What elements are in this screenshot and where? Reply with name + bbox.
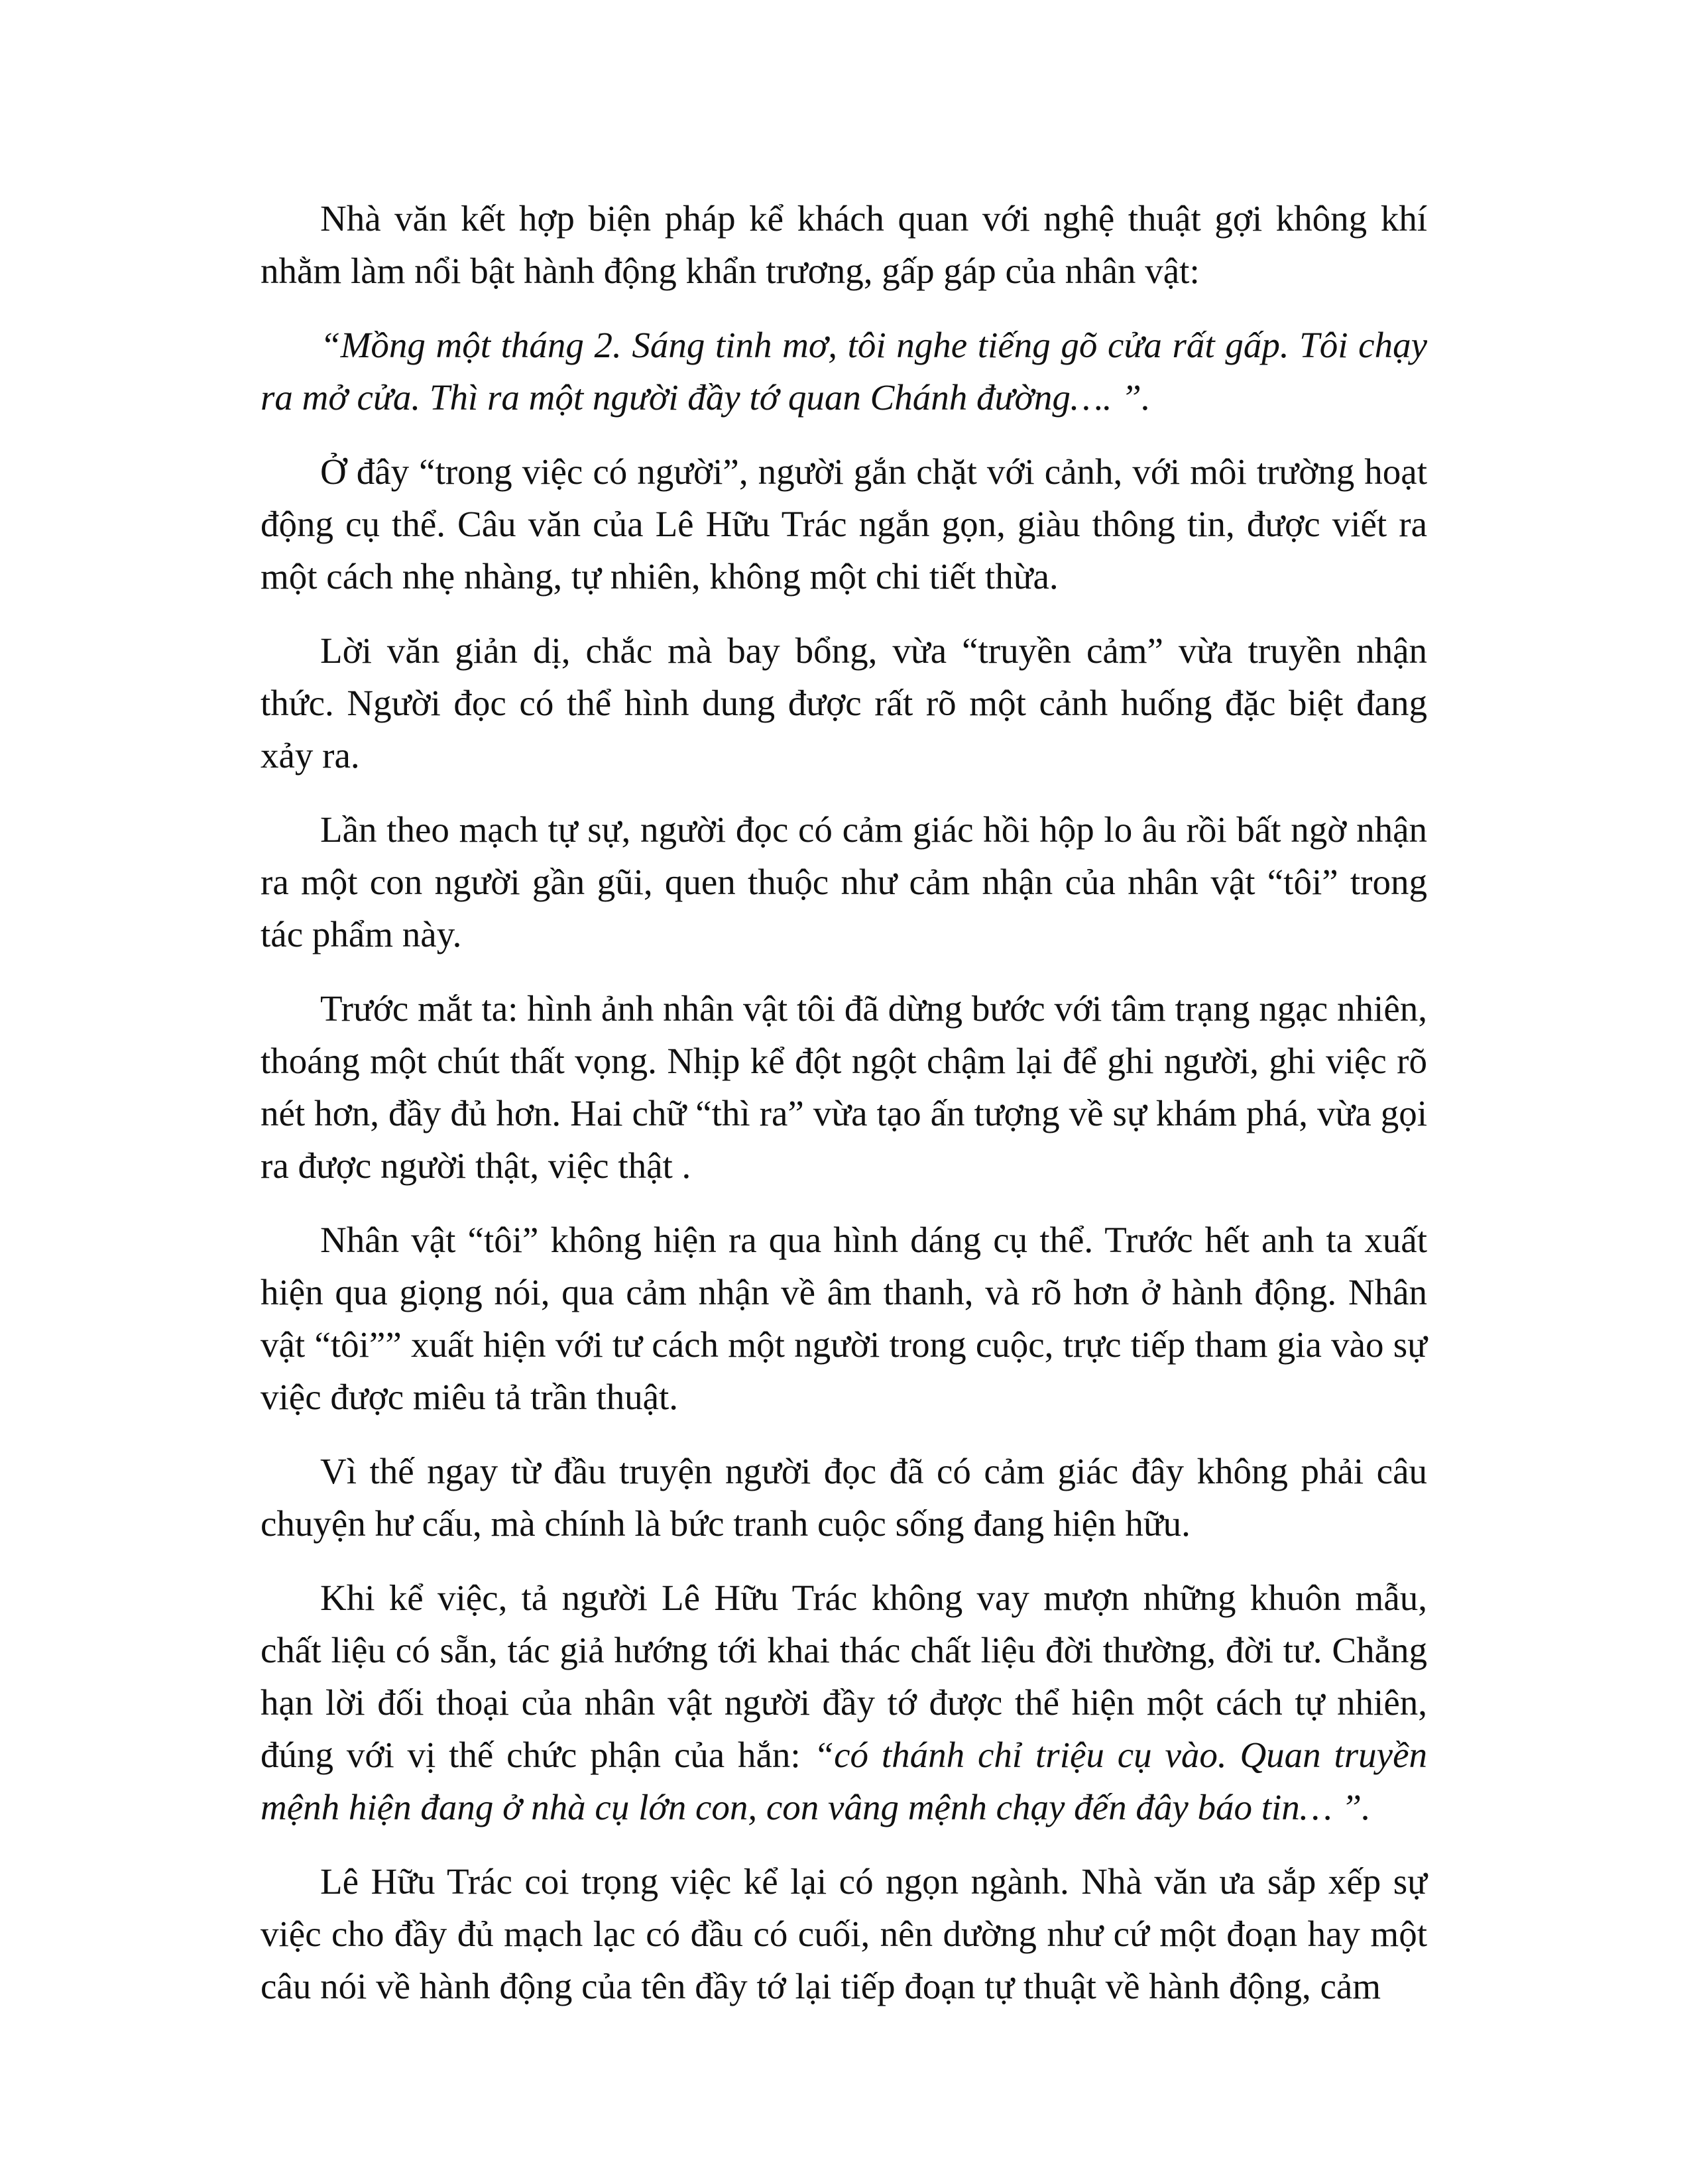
paragraph-7: Nhân vật “tôi” không hiện ra qua hình dáng cụ thể. Trước hết anh ta xuất hiện qua giọng nói, qua cảm nhận về âm thanh, và rõ hơn ở hành động. Nhân vật “tôi”” xuất hiện với tư cách một người trong cuộc, trực tiếp tham gia vào sự việc được miêu tả trần thuật. xyxy=(261,1220,1427,1417)
paragraph-9-italic-quote: “có thánh chỉ triệu cụ vào. Quan truyền mệnh hiện đang ở nhà cụ lớn con, con vâng mệnh chạy đến đây báo tin… ”. xyxy=(261,1735,1428,1827)
paragraph-6: Trước mắt ta: hình ảnh nhân vật tôi đã dừng bước với tâm trạng ngạc nhiên, thoáng một chút thất vọng. Nhịp kể đột ngột chậm lại để ghi người, ghi việc rõ nét hơn, đầy đủ hơn. Hai chữ “thì ra” vừa tạo ấn tượng về sự khám phá, vừa gọi ra được người thật, việc thật . xyxy=(261,988,1427,1186)
paragraph-4: Lời văn giản dị, chắc mà bay bổng, vừa “truyền cảm” vừa truyền nhận thức. Người đọc có thể hình dung được rất rõ một cảnh huống đặc biệt đang xảy ra. xyxy=(261,630,1427,776)
paragraph-10: Lê Hữu Trác coi trọng việc kể lại có ngọn ngành. Nhà văn ưa sắp xếp sự việc cho đầy đủ mạch lạc có đầu có cuối, nên dường như cứ một đoạn hay một câu nói về hành động của tên đầy tớ lại tiếp đoạn tự thuật về hành động, cảm xyxy=(261,1861,1427,2006)
document-body xyxy=(261,192,1427,2034)
paragraph-9-plain-text: Khi kể việc, tả người Lê Hữu Trác không vay mượn những khuôn mẫu, chất liệu có sẵn, tác giả hướng tới khai thác chất liệu đời thường, đời tư. Chẳng hạn lời đối thoại của nhân vật người đầy tớ được thể hiện một cách tự nhiên, đúng với vị thế chức phận của hắn: xyxy=(261,1578,1427,1775)
quote-paragraph-2: “Mồng một tháng 2. Sáng tinh mơ, tôi nghe tiếng gõ cửa rất gấp. Tôi chạy ra mở cửa. Thì ra một người đầy tớ quan Chánh đường…. ”. xyxy=(261,325,1427,418)
paragraph-3: Ở đây “trong việc có người”, người gắn chặt với cảnh, với môi trường hoạt động cụ thể. Câu văn của Lê Hữu Trác ngắn gọn, giàu thông tin, được viết ra một cách nhẹ nhàng, tự nhiên, không một chi tiết thừa. xyxy=(261,451,1427,597)
paragraph-1: Nhà văn kết hợp biện pháp kể khách quan với nghệ thuật gợi không khí nhằm làm nổi bật hành động khẩn trương, gấp gáp của nhân vật: xyxy=(261,198,1427,291)
paragraph-8: Vì thế ngay từ đầu truyện người đọc đã có cảm giác đây không phải câu chuyện hư cấu, mà chính là bức tranh cuộc sống đang hiện hữu. xyxy=(261,1451,1427,1544)
paragraph-9 xyxy=(261,1572,1427,1833)
paragraph-5: Lần theo mạch tự sự, người đọc có cảm giác hồi hộp lo âu rồi bất ngờ nhận ra một con người gần gũi, quen thuộc như cảm nhận của nhân vật “tôi” trong tác phẩm này. xyxy=(261,809,1427,954)
